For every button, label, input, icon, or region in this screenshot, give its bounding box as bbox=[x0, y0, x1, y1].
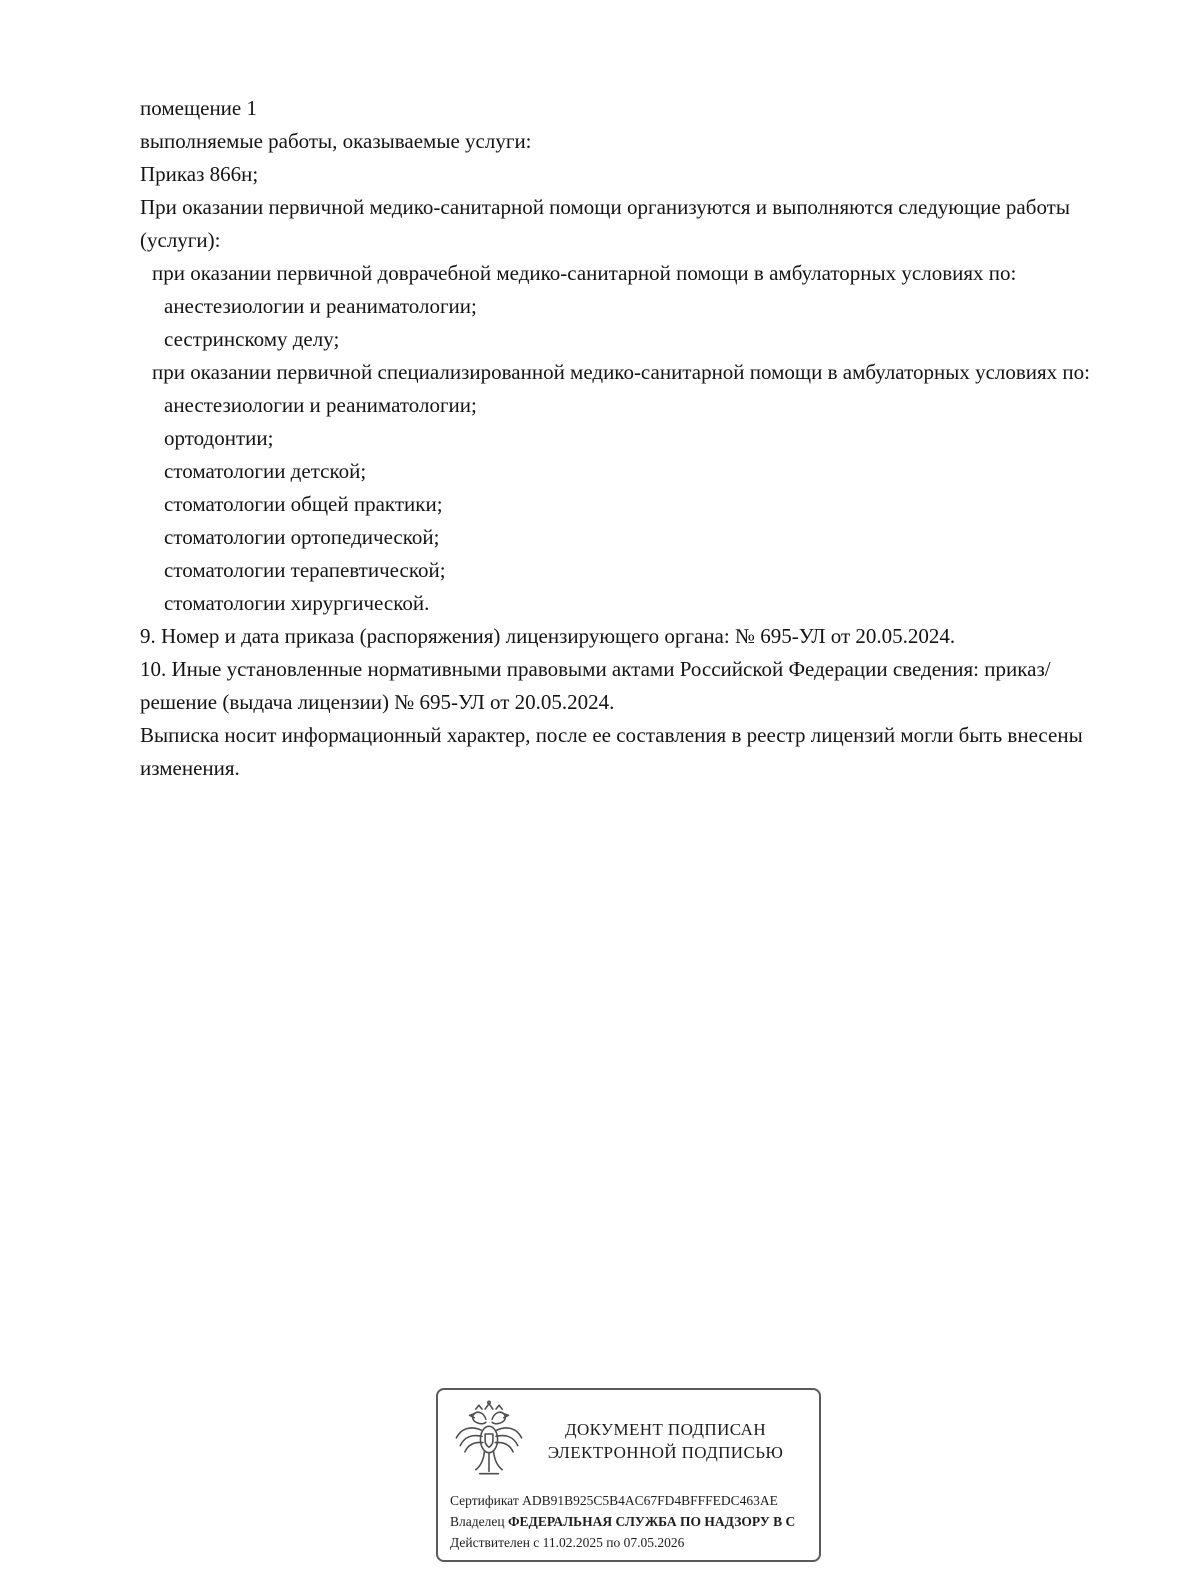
paragraph-order-866n: Приказ 866н; bbox=[140, 162, 259, 186]
paragraph-pre-doctor-care: при оказании первичной доврачебной медико-санитарной помощи в амбулаторных условиях по: bbox=[152, 261, 1017, 285]
list-item-anesthesiology-2: анестезиологии и реаниматологии; bbox=[164, 393, 477, 417]
owner-label: Владелец bbox=[450, 1514, 505, 1529]
signature-stamp bbox=[436, 1388, 821, 1562]
list-item-surgical-dentistry: стоматологии хирургической. bbox=[164, 591, 430, 615]
stamp-title-line2: ЭЛЕКТРОННОЙ ПОДПИСЬЮ bbox=[547, 1443, 784, 1462]
certificate-line bbox=[450, 1490, 819, 1511]
paragraph-specialized-care: при оказании первичной специализированной медико-санитарной помощи в амбулаторных условиях по: bbox=[152, 360, 1091, 384]
paragraph-disclaimer: Выписка носит информационный характер, после ее составления в реестр лицензий могли быть внесены изменения. bbox=[140, 723, 1083, 780]
list-item-orthodontics: ортодонтии; bbox=[164, 426, 274, 450]
certificate-label: Сертификат bbox=[450, 1493, 519, 1508]
paragraph-room: помещение 1 bbox=[140, 96, 257, 120]
stamp-title bbox=[528, 1418, 809, 1464]
owner-value: ФЕДЕРАЛЬНАЯ СЛУЖБА ПО НАДЗОРУ В С bbox=[507, 1514, 796, 1529]
stamp-details bbox=[438, 1486, 819, 1557]
list-item-therapeutic-dentistry: стоматологии терапевтической; bbox=[164, 558, 446, 582]
owner-line bbox=[450, 1511, 819, 1532]
list-item-nursing: сестринскому делу; bbox=[164, 327, 340, 351]
validity-line: Действителен с 11.02.2025 по 07.05.2026 bbox=[450, 1535, 685, 1550]
document-body bbox=[140, 92, 1102, 785]
list-item-general-dentistry: стоматологии общей практики; bbox=[164, 492, 443, 516]
certificate-value: ADB91B925C5B4AC67FD4BFFFEDC463AE bbox=[522, 1493, 778, 1508]
paragraph-primary-care: При оказании первичной медико-санитарной помощи организуются и выполняются следующие работы (услуги): bbox=[140, 195, 1070, 252]
double-headed-eagle-icon bbox=[450, 1399, 528, 1483]
stamp-header bbox=[438, 1390, 819, 1486]
paragraph-item-9: 9. Номер и дата приказа (распоряжения) лицензирующего органа: № 695-УЛ от 20.05.2024. bbox=[140, 624, 956, 648]
paragraph-works-header: выполняемые работы, оказываемые услуги: bbox=[140, 129, 532, 153]
list-item-orthopedic-dentistry: стоматологии ортопедической; bbox=[164, 525, 440, 549]
list-item-anesthesiology: анестезиологии и реаниматологии; bbox=[164, 294, 477, 318]
stamp-title-line1: ДОКУМЕНТ ПОДПИСАН bbox=[564, 1420, 767, 1439]
list-item-pediatric-dentistry: стоматологии детской; bbox=[164, 459, 367, 483]
paragraph-item-10: 10. Иные установленные нормативными правовыми актами Российской Федерации сведения: приказ/решение (выдача лицензии) № 695-УЛ от 20.05.2024. bbox=[140, 657, 1051, 714]
